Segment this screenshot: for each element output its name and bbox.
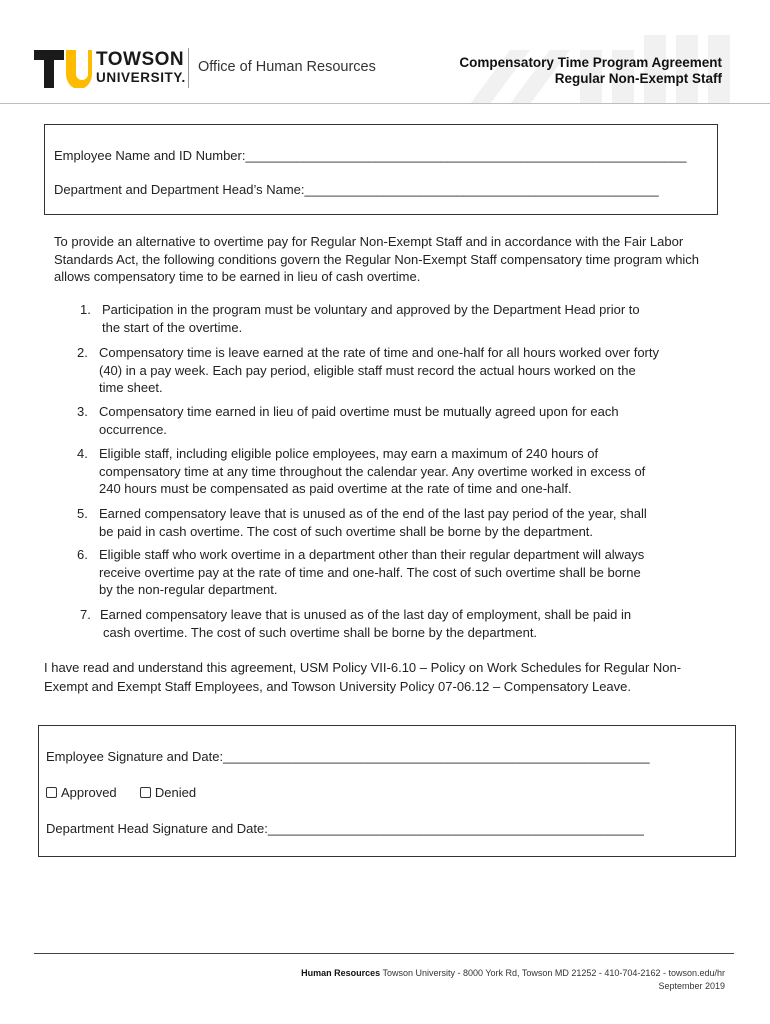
list-item-line: occurrence.	[99, 421, 167, 437]
list-item-line: time sheet.	[99, 380, 163, 395]
document-title	[459, 55, 722, 87]
document-title-line2: Regular Non-Exempt Staff	[554, 71, 722, 86]
list-item-line: be paid in cash overtime. The cost of such overtime shall be borne by the department.	[99, 523, 594, 539]
wordmark-line1: TOWSON	[96, 49, 185, 70]
denied-label: Denied	[154, 785, 197, 800]
denied-checkbox[interactable]	[140, 785, 196, 800]
signature-box	[38, 725, 736, 857]
list-item-line: Compensatory time is leave earned at the rate of time and one-half for all hours worked over forty	[99, 345, 660, 360]
list-item-number: 7.	[80, 607, 91, 622]
list-item-line: cash overtime. The cost of such overtime shall be borne by the department.	[103, 624, 538, 640]
approval-options	[46, 785, 196, 800]
list-item-line: compensatory time at any time throughout the calendar year. Any overtime worked in excess of	[99, 463, 646, 479]
approved-label: Approved	[61, 785, 117, 800]
list-item-number: 3.	[77, 404, 88, 419]
list-item-number: 1.	[80, 302, 91, 317]
list-item-line: Participation in the program must be voluntary and approved by the Department Head prior to	[102, 302, 640, 317]
list-item-number: 5.	[77, 506, 88, 521]
employee-name-id-field[interactable]: Employee Name and ID Number:_____________________________________________________________	[54, 148, 687, 163]
list-item-line: Compensatory time earned in lieu of paid overtime must be mutually agreed upon for each	[99, 404, 619, 419]
logo-divider	[188, 48, 189, 88]
header-rule	[0, 103, 770, 104]
list-item-line: Eligible staff who work overtime in a department other than their regular department will always	[99, 547, 645, 562]
page-header	[0, 0, 770, 104]
list-item-line: by the non-regular department.	[99, 582, 278, 597]
towson-tu-logo-icon	[34, 50, 92, 88]
list-item-number: 4.	[77, 446, 88, 461]
list-item-line: 240 hours must be compensated as paid overtime at the rate of time and one-half.	[99, 481, 572, 496]
acknowledgement-paragraph: I have read and understand this agreement, USM Policy VII-6.10 – Policy on Work Schedules for Regular Non-Exempt and Exempt Staff Employees, and Towson University Policy 07-06.12 – Compensatory Leave.	[44, 660, 682, 694]
office-name: Office of Human Resources	[198, 59, 376, 75]
footer-address: Towson University - 8000 York Rd, Towson MD 21252 - 410-704-2162 - towson.edu/hr	[380, 968, 725, 978]
list-item-line: receive overtime pay at the rate of time and one-half. The cost of such overtime shall be borne	[99, 564, 641, 580]
list-item-line: the start of the overtime.	[102, 319, 243, 335]
intro-paragraph: To provide an alternative to overtime pay for Regular Non-Exempt Staff and in accordance with the Fair Labor Standards Act, the following conditions govern the Regular Non-Exempt Staff compensatory time program which allows compensatory time to be earned in lieu of cash overtime.	[54, 234, 700, 284]
footer-org: Human Resources	[301, 968, 381, 978]
employee-signature-field[interactable]: Employee Signature and Date:___________________________________________________________	[46, 749, 650, 764]
list-item-line: (40) in a pay week. Each pay period, eligible staff must record the actual hours worked on the	[99, 362, 636, 378]
list-item-number: 2.	[77, 345, 88, 360]
footer-date: September 2019	[658, 981, 725, 991]
list-item-line: Earned compensatory leave that is unused as of the last day of employment, shall be paid in	[100, 607, 632, 622]
footer-rule	[34, 953, 734, 954]
wordmark-line2: UNIVERSITY.	[96, 70, 186, 85]
employee-info-box	[44, 124, 718, 215]
approved-checkbox[interactable]	[46, 785, 117, 800]
list-item-line: Earned compensatory leave that is unused as of the end of the last pay period of the year, shall	[99, 506, 647, 521]
checkbox-icon	[46, 787, 57, 798]
dept-head-signature-field[interactable]: Department Head Signature and Date:____________________________________________________	[46, 821, 644, 836]
document-title-line1: Compensatory Time Program Agreement	[459, 55, 722, 70]
footer-address-line	[301, 967, 725, 980]
checkbox-icon	[140, 787, 151, 798]
department-head-field[interactable]: Department and Department Head’s Name:_________________________________________________	[54, 182, 659, 197]
list-item-line: Eligible staff, including eligible police employees, may earn a maximum of 240 hours of	[99, 446, 599, 461]
university-wordmark	[96, 50, 186, 85]
list-item-number: 6.	[77, 547, 88, 562]
page-footer	[301, 967, 725, 993]
